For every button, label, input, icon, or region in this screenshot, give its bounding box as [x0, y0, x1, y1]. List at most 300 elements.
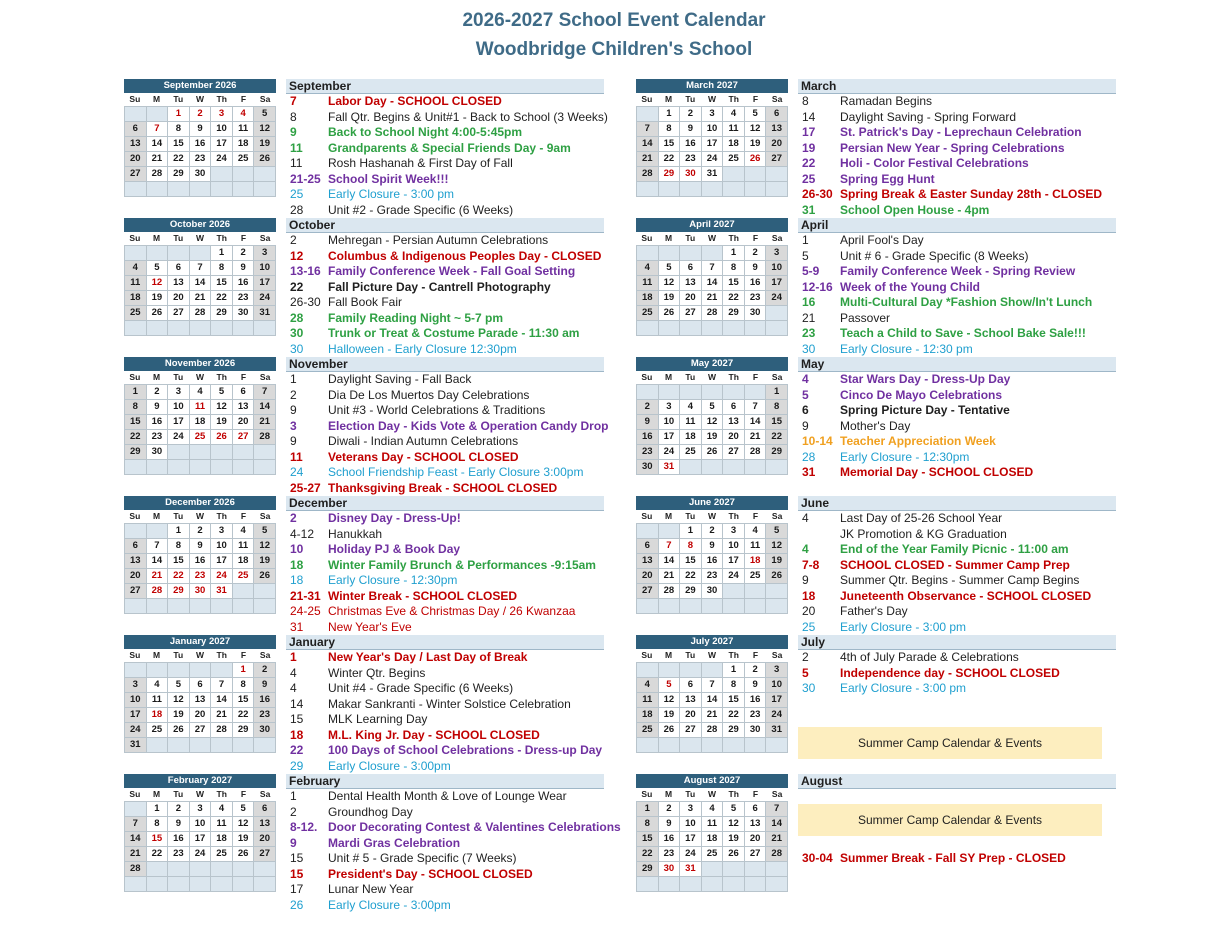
day-cell[interactable]: 26 — [659, 723, 681, 738]
day-cell[interactable]: 25 — [147, 723, 169, 738]
day-cell[interactable]: 28 — [147, 584, 169, 599]
day-cell[interactable]: 4 — [702, 802, 724, 817]
day-cell[interactable]: 26 — [211, 430, 233, 445]
day-cell[interactable]: 6 — [233, 385, 255, 400]
day-cell[interactable]: 18 — [147, 708, 169, 723]
day-cell[interactable]: 6 — [125, 122, 147, 137]
day-cell[interactable]: 14 — [637, 137, 659, 152]
day-cell[interactable]: 2 — [147, 385, 169, 400]
day-cell[interactable]: 12 — [254, 539, 276, 554]
day-cell[interactable]: 4 — [723, 107, 745, 122]
day-cell[interactable]: 11 — [637, 693, 659, 708]
day-cell[interactable]: 12 — [745, 122, 767, 137]
day-cell[interactable]: 3 — [723, 524, 745, 539]
day-cell[interactable]: 11 — [233, 122, 255, 137]
day-cell[interactable]: 17 — [211, 554, 233, 569]
day-cell[interactable]: 18 — [637, 291, 659, 306]
day-cell[interactable]: 29 — [168, 584, 190, 599]
day-cell[interactable]: 9 — [745, 678, 767, 693]
day-cell[interactable]: 9 — [147, 400, 169, 415]
day-cell[interactable]: 19 — [168, 708, 190, 723]
day-cell[interactable]: 12 — [702, 415, 724, 430]
day-cell[interactable]: 13 — [680, 276, 702, 291]
day-cell[interactable]: 3 — [766, 246, 788, 261]
day-cell[interactable]: 30 — [254, 723, 276, 738]
day-cell[interactable]: 23 — [233, 291, 255, 306]
day-cell[interactable]: 4 — [680, 400, 702, 415]
day-cell[interactable]: 20 — [745, 832, 767, 847]
day-cell[interactable]: 4 — [233, 524, 255, 539]
day-cell[interactable]: 30 — [233, 306, 255, 321]
day-cell[interactable]: 1 — [147, 802, 169, 817]
day-cell[interactable]: 5 — [211, 385, 233, 400]
day-cell[interactable]: 18 — [723, 137, 745, 152]
day-cell[interactable]: 18 — [637, 708, 659, 723]
day-cell[interactable]: 13 — [125, 137, 147, 152]
day-cell[interactable]: 13 — [637, 554, 659, 569]
day-cell[interactable]: 29 — [766, 445, 788, 460]
day-cell[interactable]: 29 — [637, 862, 659, 877]
day-cell[interactable]: 29 — [723, 723, 745, 738]
day-cell[interactable]: 23 — [168, 847, 190, 862]
day-cell[interactable]: 24 — [211, 152, 233, 167]
day-cell[interactable]: 15 — [723, 693, 745, 708]
day-cell[interactable]: 26 — [702, 445, 724, 460]
day-cell[interactable]: 24 — [168, 430, 190, 445]
day-cell[interactable]: 12 — [168, 693, 190, 708]
day-cell[interactable]: 10 — [125, 693, 147, 708]
day-cell[interactable]: 4 — [745, 524, 767, 539]
day-cell[interactable]: 21 — [766, 832, 788, 847]
day-cell[interactable]: 15 — [125, 415, 147, 430]
day-cell[interactable]: 4 — [637, 261, 659, 276]
day-cell[interactable]: 10 — [766, 678, 788, 693]
day-cell[interactable]: 23 — [254, 708, 276, 723]
day-cell[interactable]: 8 — [168, 539, 190, 554]
day-cell[interactable]: 5 — [233, 802, 255, 817]
day-cell[interactable]: 3 — [254, 246, 276, 261]
day-cell[interactable]: 18 — [233, 137, 255, 152]
day-cell[interactable]: 25 — [745, 569, 767, 584]
day-cell[interactable]: 27 — [254, 847, 276, 862]
day-cell[interactable]: 30 — [190, 167, 212, 182]
day-cell[interactable]: 24 — [659, 445, 681, 460]
day-cell[interactable]: 31 — [766, 723, 788, 738]
day-cell[interactable]: 25 — [702, 847, 724, 862]
day-cell[interactable]: 12 — [659, 276, 681, 291]
day-cell[interactable]: 23 — [745, 291, 767, 306]
day-cell[interactable]: 15 — [211, 276, 233, 291]
day-cell[interactable]: 14 — [766, 817, 788, 832]
day-cell[interactable]: 12 — [766, 539, 788, 554]
day-cell[interactable]: 20 — [125, 152, 147, 167]
day-cell[interactable]: 31 — [702, 167, 724, 182]
day-cell[interactable]: 17 — [766, 276, 788, 291]
day-cell[interactable]: 21 — [254, 415, 276, 430]
day-cell[interactable]: 17 — [680, 832, 702, 847]
day-cell[interactable]: 15 — [659, 137, 681, 152]
day-cell[interactable]: 11 — [702, 817, 724, 832]
day-cell[interactable]: 9 — [254, 678, 276, 693]
day-cell[interactable]: 14 — [147, 137, 169, 152]
day-cell[interactable]: 21 — [125, 847, 147, 862]
day-cell[interactable]: 2 — [190, 524, 212, 539]
day-cell[interactable]: 12 — [254, 122, 276, 137]
day-cell[interactable]: 7 — [147, 122, 169, 137]
day-cell[interactable]: 17 — [702, 137, 724, 152]
day-cell[interactable]: 1 — [766, 385, 788, 400]
day-cell[interactable]: 23 — [637, 445, 659, 460]
day-cell[interactable]: 16 — [190, 554, 212, 569]
day-cell[interactable]: 29 — [211, 306, 233, 321]
day-cell[interactable]: 13 — [745, 817, 767, 832]
day-cell[interactable]: 13 — [723, 415, 745, 430]
day-cell[interactable]: 2 — [659, 802, 681, 817]
day-cell[interactable]: 24 — [190, 847, 212, 862]
day-cell[interactable]: 2 — [702, 524, 724, 539]
day-cell[interactable]: 24 — [702, 152, 724, 167]
day-cell[interactable]: 23 — [190, 152, 212, 167]
day-cell[interactable]: 15 — [766, 415, 788, 430]
day-cell[interactable]: 24 — [766, 291, 788, 306]
day-cell[interactable]: 28 — [702, 306, 724, 321]
day-cell[interactable]: 14 — [211, 693, 233, 708]
day-cell[interactable]: 5 — [723, 802, 745, 817]
day-cell[interactable]: 24 — [766, 708, 788, 723]
day-cell[interactable]: 18 — [745, 554, 767, 569]
day-cell[interactable]: 11 — [680, 415, 702, 430]
day-cell[interactable]: 26 — [745, 152, 767, 167]
day-cell[interactable]: 3 — [211, 107, 233, 122]
day-cell[interactable]: 8 — [637, 817, 659, 832]
day-cell[interactable]: 23 — [745, 708, 767, 723]
day-cell[interactable]: 6 — [680, 678, 702, 693]
day-cell[interactable]: 14 — [659, 554, 681, 569]
day-cell[interactable]: 21 — [702, 291, 724, 306]
day-cell[interactable]: 21 — [637, 152, 659, 167]
day-cell[interactable]: 9 — [659, 817, 681, 832]
day-cell[interactable]: 28 — [702, 723, 724, 738]
day-cell[interactable]: 13 — [168, 276, 190, 291]
day-cell[interactable]: 3 — [211, 524, 233, 539]
day-cell[interactable]: 1 — [680, 524, 702, 539]
day-cell[interactable]: 16 — [254, 693, 276, 708]
day-cell[interactable]: 20 — [168, 291, 190, 306]
day-cell[interactable]: 30 — [147, 445, 169, 460]
day-cell[interactable]: 17 — [659, 430, 681, 445]
day-cell[interactable]: 4 — [125, 261, 147, 276]
day-cell[interactable]: 26 — [254, 152, 276, 167]
day-cell[interactable]: 20 — [637, 569, 659, 584]
day-cell[interactable]: 16 — [680, 137, 702, 152]
day-cell[interactable]: 1 — [168, 524, 190, 539]
day-cell[interactable]: 12 — [723, 817, 745, 832]
day-cell[interactable]: 31 — [211, 584, 233, 599]
day-cell[interactable]: 20 — [723, 430, 745, 445]
day-cell[interactable]: 6 — [190, 678, 212, 693]
day-cell[interactable]: 22 — [723, 708, 745, 723]
day-cell[interactable]: 25 — [637, 306, 659, 321]
day-cell[interactable]: 11 — [125, 276, 147, 291]
day-cell[interactable]: 9 — [168, 817, 190, 832]
day-cell[interactable]: 17 — [723, 554, 745, 569]
day-cell[interactable]: 27 — [766, 152, 788, 167]
day-cell[interactable]: 10 — [254, 261, 276, 276]
day-cell[interactable]: 13 — [254, 817, 276, 832]
day-cell[interactable]: 3 — [125, 678, 147, 693]
day-cell[interactable]: 15 — [168, 554, 190, 569]
day-cell[interactable]: 26 — [766, 569, 788, 584]
day-cell[interactable]: 26 — [233, 847, 255, 862]
day-cell[interactable]: 19 — [254, 137, 276, 152]
day-cell[interactable]: 13 — [766, 122, 788, 137]
day-cell[interactable]: 25 — [233, 569, 255, 584]
day-cell[interactable]: 29 — [125, 445, 147, 460]
day-cell[interactable]: 2 — [680, 107, 702, 122]
day-cell[interactable]: 14 — [745, 415, 767, 430]
day-cell[interactable]: 2 — [190, 107, 212, 122]
day-cell[interactable]: 4 — [637, 678, 659, 693]
day-cell[interactable]: 8 — [168, 122, 190, 137]
day-cell[interactable]: 14 — [254, 400, 276, 415]
day-cell[interactable]: 21 — [147, 569, 169, 584]
day-cell[interactable]: 22 — [659, 152, 681, 167]
day-cell[interactable]: 23 — [147, 430, 169, 445]
day-cell[interactable]: 15 — [168, 137, 190, 152]
day-cell[interactable]: 7 — [125, 817, 147, 832]
day-cell[interactable]: 19 — [233, 832, 255, 847]
day-cell[interactable]: 12 — [659, 693, 681, 708]
day-cell[interactable]: 6 — [766, 107, 788, 122]
day-cell[interactable]: 2 — [745, 246, 767, 261]
day-cell[interactable]: 25 — [211, 847, 233, 862]
day-cell[interactable]: 7 — [745, 400, 767, 415]
day-cell[interactable]: 30 — [745, 723, 767, 738]
day-cell[interactable]: 25 — [723, 152, 745, 167]
day-cell[interactable]: 10 — [702, 122, 724, 137]
day-cell[interactable]: 2 — [637, 400, 659, 415]
day-cell[interactable]: 17 — [254, 276, 276, 291]
day-cell[interactable]: 31 — [680, 862, 702, 877]
day-cell[interactable]: 14 — [702, 693, 724, 708]
day-cell[interactable]: 27 — [125, 167, 147, 182]
day-cell[interactable]: 22 — [147, 847, 169, 862]
day-cell[interactable]: 14 — [190, 276, 212, 291]
day-cell[interactable]: 26 — [168, 723, 190, 738]
day-cell[interactable]: 27 — [680, 723, 702, 738]
day-cell[interactable]: 30 — [745, 306, 767, 321]
day-cell[interactable]: 19 — [745, 137, 767, 152]
day-cell[interactable]: 1 — [637, 802, 659, 817]
day-cell[interactable]: 27 — [168, 306, 190, 321]
day-cell[interactable]: 1 — [659, 107, 681, 122]
day-cell[interactable]: 22 — [637, 847, 659, 862]
day-cell[interactable]: 23 — [659, 847, 681, 862]
day-cell[interactable]: 9 — [680, 122, 702, 137]
day-cell[interactable]: 19 — [147, 291, 169, 306]
day-cell[interactable]: 9 — [702, 539, 724, 554]
day-cell[interactable]: 28 — [147, 167, 169, 182]
day-cell[interactable]: 7 — [211, 678, 233, 693]
day-cell[interactable]: 4 — [190, 385, 212, 400]
day-cell[interactable]: 13 — [233, 400, 255, 415]
day-cell[interactable]: 13 — [680, 693, 702, 708]
day-cell[interactable]: 19 — [702, 430, 724, 445]
day-cell[interactable]: 16 — [745, 276, 767, 291]
day-cell[interactable]: 3 — [702, 107, 724, 122]
day-cell[interactable]: 5 — [254, 524, 276, 539]
day-cell[interactable]: 24 — [254, 291, 276, 306]
day-cell[interactable]: 5 — [745, 107, 767, 122]
day-cell[interactable]: 22 — [723, 291, 745, 306]
day-cell[interactable]: 8 — [211, 261, 233, 276]
day-cell[interactable]: 27 — [233, 430, 255, 445]
day-cell[interactable]: 11 — [637, 276, 659, 291]
day-cell[interactable]: 3 — [168, 385, 190, 400]
day-cell[interactable]: 10 — [168, 400, 190, 415]
day-cell[interactable]: 14 — [147, 554, 169, 569]
day-cell[interactable]: 30 — [680, 167, 702, 182]
day-cell[interactable]: 10 — [211, 122, 233, 137]
day-cell[interactable]: 15 — [680, 554, 702, 569]
day-cell[interactable]: 25 — [233, 152, 255, 167]
day-cell[interactable]: 18 — [190, 415, 212, 430]
day-cell[interactable]: 20 — [125, 569, 147, 584]
day-cell[interactable]: 16 — [233, 276, 255, 291]
day-cell[interactable]: 15 — [637, 832, 659, 847]
day-cell[interactable]: 20 — [680, 708, 702, 723]
day-cell[interactable]: 8 — [766, 400, 788, 415]
day-cell[interactable]: 25 — [637, 723, 659, 738]
day-cell[interactable]: 27 — [680, 306, 702, 321]
day-cell[interactable]: 7 — [659, 539, 681, 554]
day-cell[interactable]: 26 — [254, 569, 276, 584]
day-cell[interactable]: 22 — [766, 430, 788, 445]
day-cell[interactable]: 17 — [211, 137, 233, 152]
day-cell[interactable]: 8 — [233, 678, 255, 693]
day-cell[interactable]: 20 — [766, 137, 788, 152]
day-cell[interactable]: 6 — [723, 400, 745, 415]
day-cell[interactable]: 17 — [766, 693, 788, 708]
day-cell[interactable]: 28 — [659, 584, 681, 599]
day-cell[interactable]: 29 — [233, 723, 255, 738]
day-cell[interactable]: 1 — [168, 107, 190, 122]
day-cell[interactable]: 1 — [125, 385, 147, 400]
day-cell[interactable]: 12 — [233, 817, 255, 832]
day-cell[interactable]: 26 — [659, 306, 681, 321]
day-cell[interactable]: 29 — [659, 167, 681, 182]
day-cell[interactable]: 22 — [125, 430, 147, 445]
day-cell[interactable]: 9 — [637, 415, 659, 430]
day-cell[interactable]: 10 — [680, 817, 702, 832]
day-cell[interactable]: 22 — [168, 569, 190, 584]
day-cell[interactable]: 22 — [168, 152, 190, 167]
day-cell[interactable]: 19 — [766, 554, 788, 569]
day-cell[interactable]: 5 — [659, 261, 681, 276]
day-cell[interactable]: 22 — [211, 291, 233, 306]
day-cell[interactable]: 21 — [745, 430, 767, 445]
day-cell[interactable]: 24 — [680, 847, 702, 862]
day-cell[interactable]: 16 — [168, 832, 190, 847]
day-cell[interactable]: 8 — [147, 817, 169, 832]
day-cell[interactable]: 24 — [125, 723, 147, 738]
day-cell[interactable]: 6 — [254, 802, 276, 817]
day-cell[interactable]: 16 — [637, 430, 659, 445]
day-cell[interactable]: 19 — [211, 415, 233, 430]
day-cell[interactable]: 25 — [680, 445, 702, 460]
day-cell[interactable]: 28 — [637, 167, 659, 182]
day-cell[interactable]: 7 — [190, 261, 212, 276]
day-cell[interactable]: 27 — [723, 445, 745, 460]
day-cell[interactable]: 5 — [659, 678, 681, 693]
day-cell[interactable]: 29 — [168, 167, 190, 182]
day-cell[interactable]: 15 — [147, 832, 169, 847]
day-cell[interactable]: 20 — [254, 832, 276, 847]
day-cell[interactable]: 7 — [147, 539, 169, 554]
day-cell[interactable]: 2 — [254, 663, 276, 678]
day-cell[interactable]: 7 — [637, 122, 659, 137]
day-cell[interactable]: 5 — [168, 678, 190, 693]
day-cell[interactable]: 30 — [702, 584, 724, 599]
day-cell[interactable]: 18 — [211, 832, 233, 847]
day-cell[interactable]: 8 — [680, 539, 702, 554]
day-cell[interactable]: 26 — [723, 847, 745, 862]
day-cell[interactable]: 21 — [147, 152, 169, 167]
day-cell[interactable]: 4 — [211, 802, 233, 817]
day-cell[interactable]: 21 — [211, 708, 233, 723]
day-cell[interactable]: 20 — [190, 708, 212, 723]
day-cell[interactable]: 16 — [147, 415, 169, 430]
day-cell[interactable]: 23 — [190, 569, 212, 584]
day-cell[interactable]: 11 — [211, 817, 233, 832]
day-cell[interactable]: 9 — [190, 122, 212, 137]
day-cell[interactable]: 10 — [211, 539, 233, 554]
day-cell[interactable]: 6 — [168, 261, 190, 276]
day-cell[interactable]: 12 — [147, 276, 169, 291]
day-cell[interactable]: 17 — [125, 708, 147, 723]
day-cell[interactable]: 19 — [254, 554, 276, 569]
day-cell[interactable]: 16 — [190, 137, 212, 152]
day-cell[interactable]: 19 — [723, 832, 745, 847]
day-cell[interactable]: 22 — [680, 569, 702, 584]
day-cell[interactable]: 30 — [637, 460, 659, 475]
day-cell[interactable]: 7 — [766, 802, 788, 817]
day-cell[interactable]: 28 — [190, 306, 212, 321]
day-cell[interactable]: 21 — [190, 291, 212, 306]
day-cell[interactable]: 6 — [745, 802, 767, 817]
day-cell[interactable]: 5 — [766, 524, 788, 539]
day-cell[interactable]: 18 — [125, 291, 147, 306]
day-cell[interactable]: 12 — [211, 400, 233, 415]
day-cell[interactable]: 6 — [125, 539, 147, 554]
day-cell[interactable]: 10 — [659, 415, 681, 430]
day-cell[interactable]: 7 — [702, 261, 724, 276]
day-cell[interactable]: 16 — [745, 693, 767, 708]
day-cell[interactable]: 27 — [190, 723, 212, 738]
day-cell[interactable]: 2 — [168, 802, 190, 817]
day-cell[interactable]: 8 — [723, 261, 745, 276]
day-cell[interactable]: 28 — [254, 430, 276, 445]
day-cell[interactable]: 16 — [702, 554, 724, 569]
day-cell[interactable]: 9 — [745, 261, 767, 276]
day-cell[interactable]: 14 — [702, 276, 724, 291]
day-cell[interactable]: 27 — [745, 847, 767, 862]
day-cell[interactable]: 7 — [254, 385, 276, 400]
day-cell[interactable]: 6 — [637, 539, 659, 554]
day-cell[interactable]: 28 — [745, 445, 767, 460]
day-cell[interactable]: 1 — [723, 246, 745, 261]
day-cell[interactable]: 3 — [659, 400, 681, 415]
